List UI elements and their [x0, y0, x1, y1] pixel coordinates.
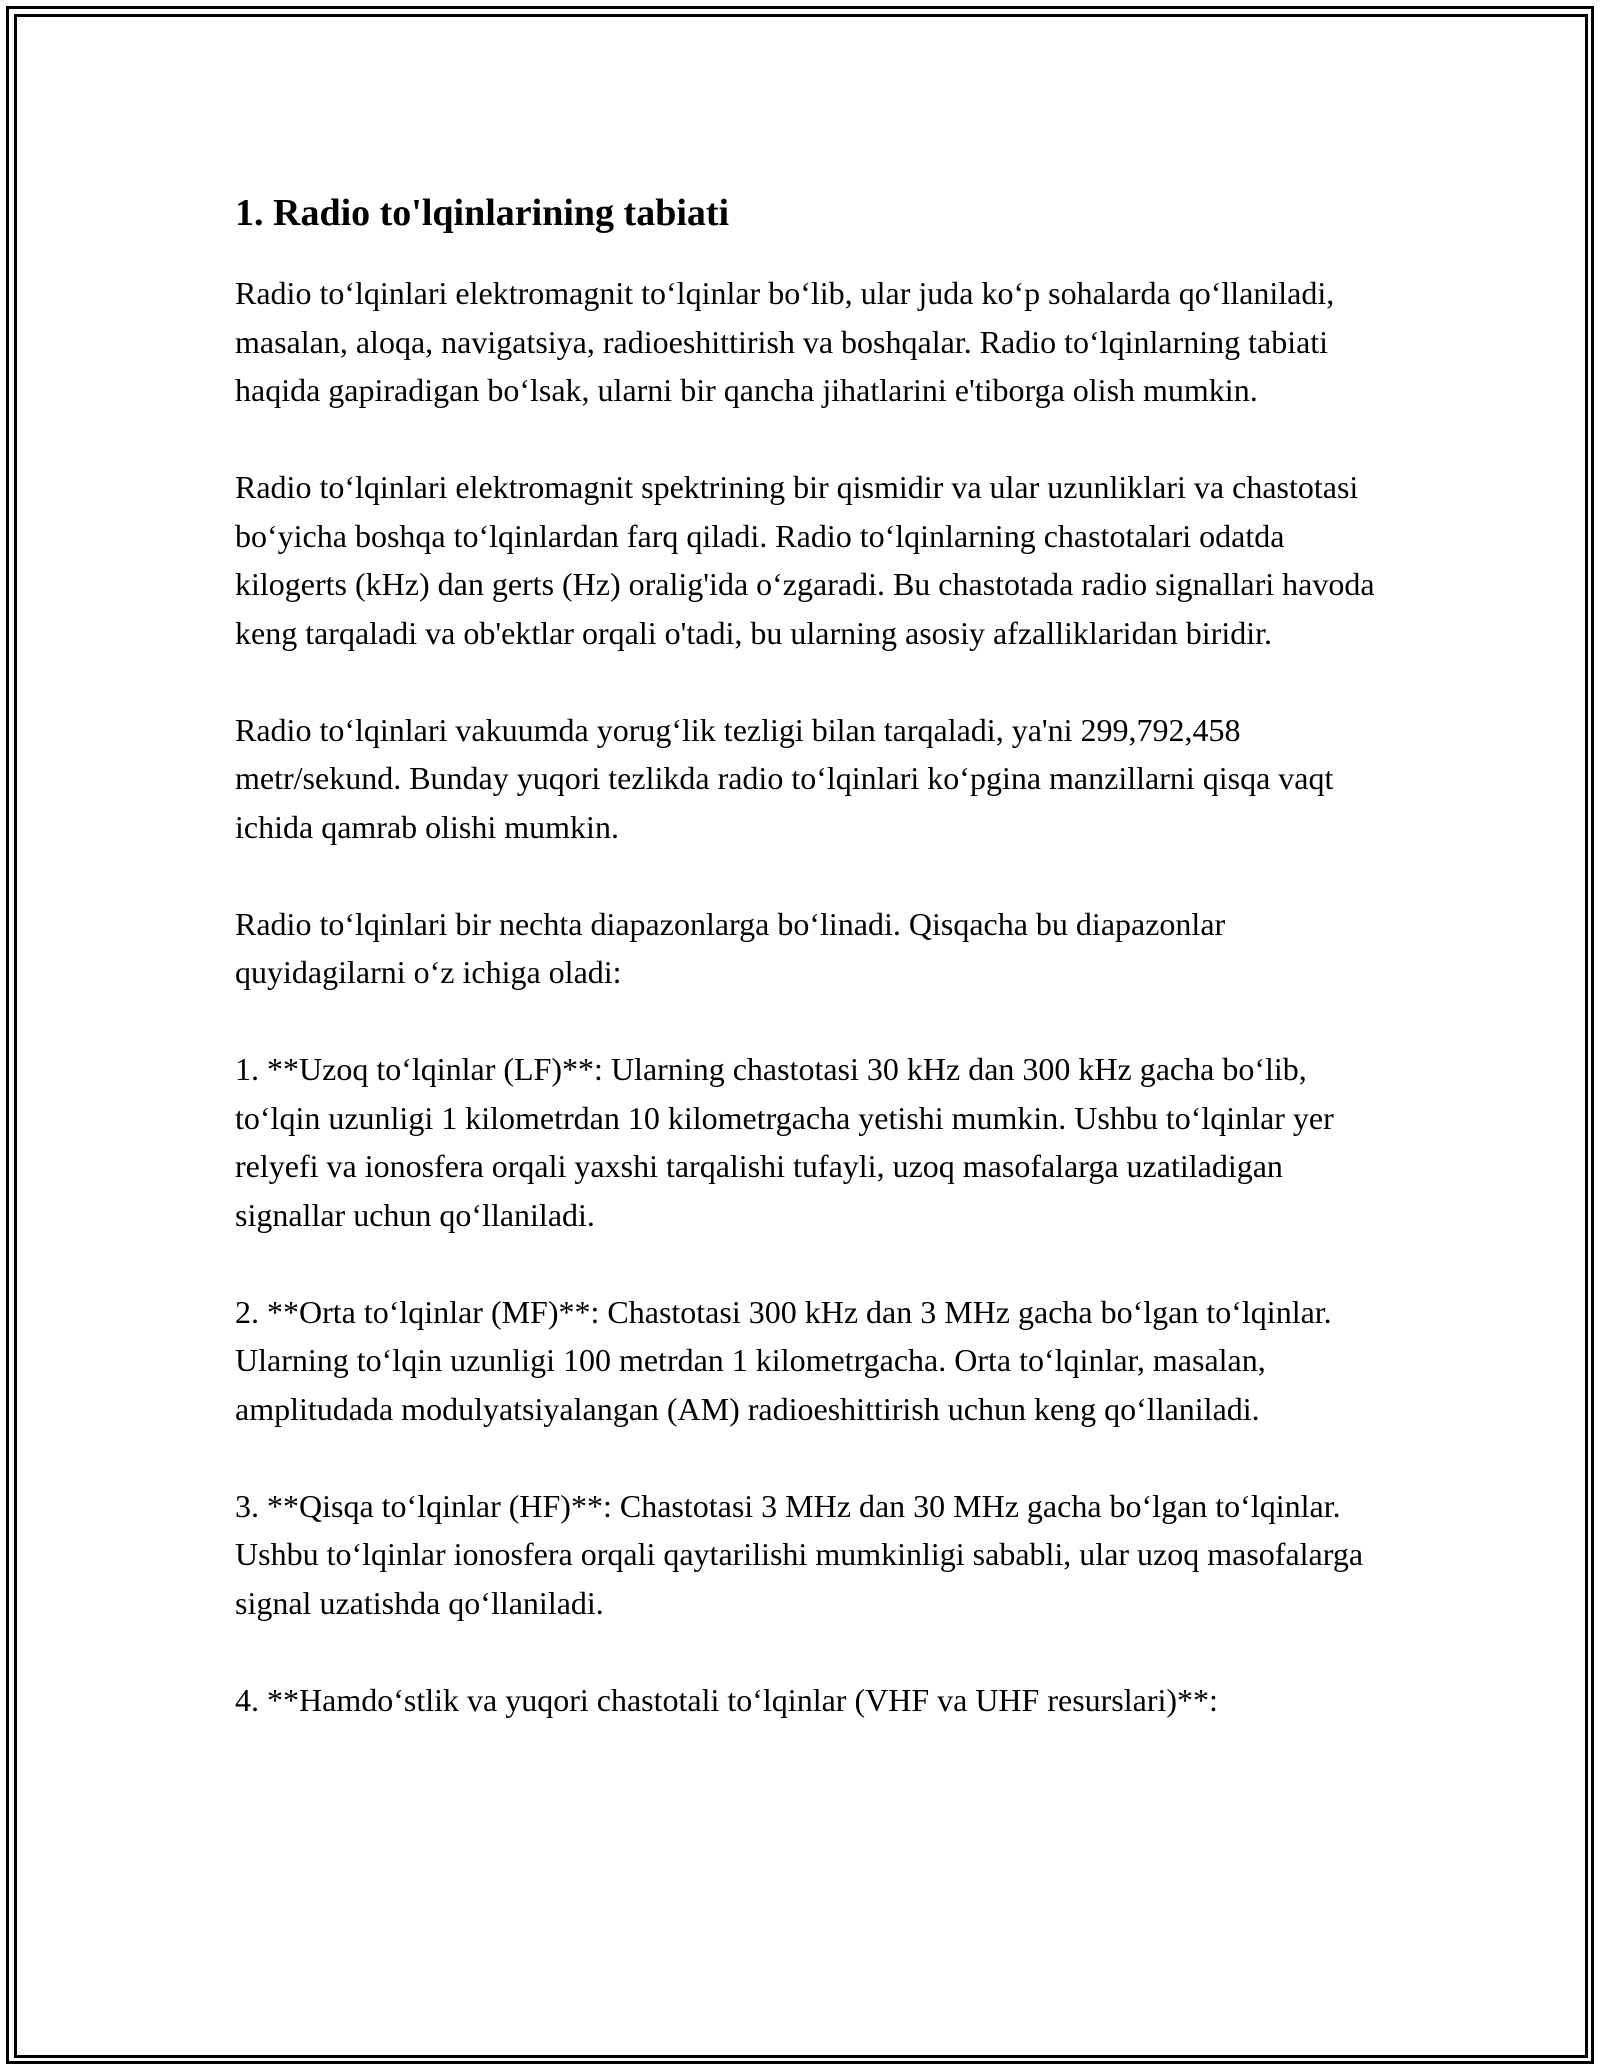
document-body: [235, 187, 1375, 1773]
paragraph-ranges-intro: Radio toʻlqinlari bir nechta diapazonlarga boʻlinadi. Qisqacha bu diapazonlar quyidagilarni oʻz ichiga oladi:: [235, 905, 1226, 990]
list-item-hf: 3. **Qisqa toʻlqinlar (HF)**: Chastotasi 3 MHz dan 30 MHz gacha boʻlgan toʻlqinlar. Ushbu toʻlqinlar ionosfera orqali qaytarilishi mumkinligi sababli, ular uzoq masofalarga signal uzatishda qoʻllaniladi.: [235, 1487, 1364, 1621]
paragraph-speed: Radio toʻlqinlari vakuumda yorugʻlik tezligi bilan tarqaladi, ya'ni 299,792,458 metr/sekund. Bunday yuqori tezlikda radio toʻlqinlari koʻpgina manzillarni qisqa vaqt ichida qamrab olishi mumkin.: [235, 711, 1334, 845]
section-heading: 1. Radio to'lqinlarining tabiati: [235, 192, 730, 234]
list-item-lf: 1. **Uzoq toʻlqinlar (LF)**: Ularning chastotasi 30 kHz dan 300 kHz gacha boʻlib, toʻlqin uzunligi 1 kilometrdan 10 kilometrgacha yetishi mumkin. Ushbu toʻlqinlar yer relyefi va ionosfera orqali yaxshi tarqalishi tufayli, uzoq masofalarga uzatiladigan signallar uchun qoʻllaniladi.: [235, 1051, 1334, 1233]
paragraph-intro: Radio toʻlqinlari elektromagnit toʻlqinlar boʻlib, ular juda koʻp sohalarda qoʻllaniladi, masalan, aloqa, navigatsiya, radioeshittirish va boshqalar. Radio toʻlqinlarning tabiati haqida gapiradigan boʻlsak, ularni bir qancha jihatlarini e'tiborga olish mumkin.: [235, 275, 1335, 408]
list-item-vhf-uhf: 4. **Hamdoʻstlik va yuqori chastotali toʻlqinlar (VHF va UHF resurslari)**:: [235, 1681, 1218, 1718]
list-item-mf: 2. **Orta toʻlqinlar (MF)**: Chastotasi 300 kHz dan 3 MHz gacha boʻlgan toʻlqinlar. Ularning toʻlqin uzunligi 100 metrdan 1 kilometrgacha. Orta toʻlqinlar, masalan, amplitudada modulyatsiyalangan (AM) radioeshittirish uchun keng qoʻllaniladi.: [235, 1293, 1332, 1427]
paragraph-spectrum: Radio toʻlqinlari elektromagnit spektrining bir qismidir va ular uzunliklari va chastotasi boʻyicha boshqa toʻlqinlardan farq qiladi. Radio toʻlqinlarning chastotalari odatda kilogerts (kHz) dan gerts (Hz) oralig'ida oʻzgaradi. Bu chastotada radio signallari havoda keng tarqaladi va ob'ektlar orqali o'tadi, bu ularning asosiy afzalliklaridan biridir.: [235, 469, 1375, 651]
